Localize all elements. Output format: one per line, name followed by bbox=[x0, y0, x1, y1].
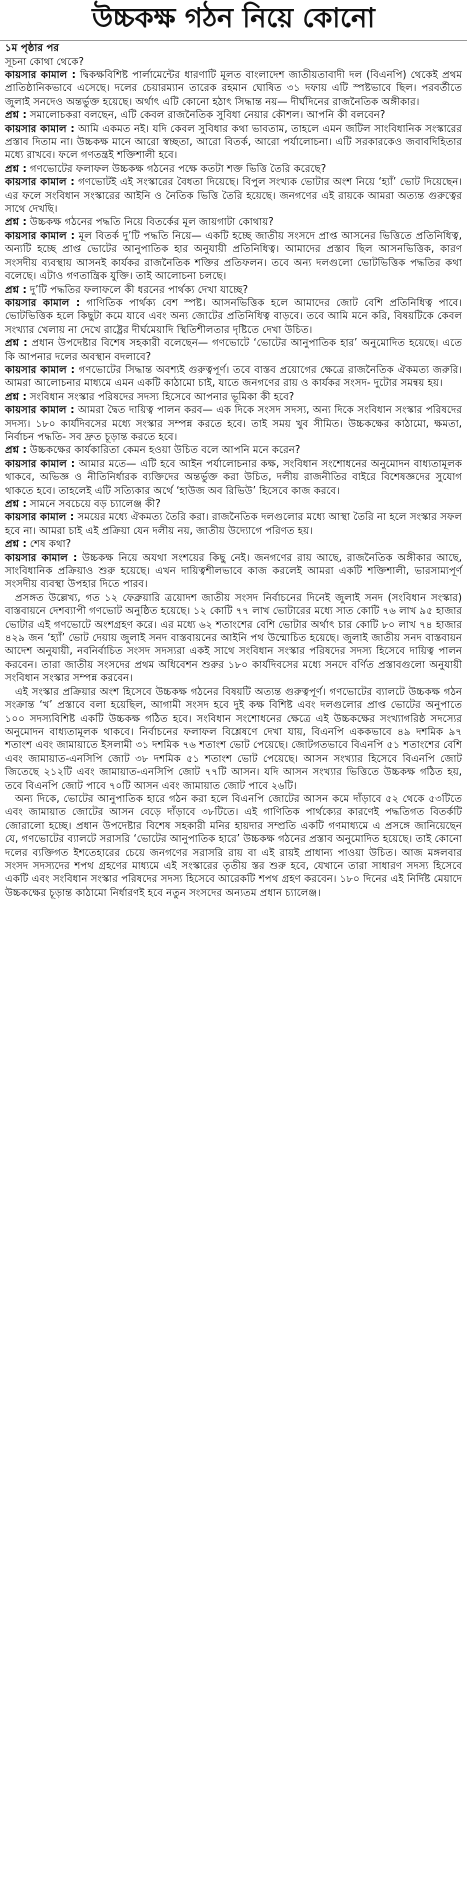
answer-text: আমি একমত নই। যদি কেবল সুবিধার কথা ভাবতাম, তাহলে এমন জটিল সাংবিধানিক সংস্কারের প্রস্তাব দিতাম না। উচ্চকক্ষ মানে আরো স্বচ্ছতা, আরো বিতর্ক, আরো পর্যালোচনা। এটি সরকারকেও জবাবদিহিতার মধ্যে রাখবে। ফলে গণতন্ত্রই শক্তিশালী হবে। bbox=[5, 123, 462, 162]
kicker: সূচনা কোথা থেকে? bbox=[5, 56, 84, 68]
speaker-label: কায়সার কামাল : bbox=[5, 70, 76, 81]
body-paragraph: অন্য দিকে, ভোটের আনুপাতিক হারে গঠন করা হলে বিএনপি জোটের আসন কমে দাঁড়াবে ৫২ থেকে ৫৩টিতে এবং জামায়াত জোটের আসন বেড়ে দাঁড়াবে ৩৮টিতে। এই গাণিতিক পার্থক্যের কারণেই পদ্ধতিগত বিতর্কটি জোরালো হচ্ছে। প্রধান উপদেষ্টার বিশেষ সহকারী মনির হায়দার সম্প্রতি একটি গণমাধ্যমে এ প্রসঙ্গে জানিয়েছেন যে, গণভোটের ব্যালটে সরাসরি ‘ভোটের আনুপাতিক হারে’ উচ্চকক্ষ গঠনের প্রস্তাব অনুমোদিত হয়েছে। তাই কোনো দলের ব্যক্তিগত ইশতেহারের চেয়ে জনগণের সরাসরি রায় বা এই রায়ই প্রাধান্য পাওয়া উচিত। আজ মঙ্গলবার সংসদ সদস্যদের শপথ গ্রহণের মাধ্যমে এই সংস্কারের তৃতীয় স্তর শুরু হবে, যেখানে তারা সাধারণ সদস্য হিসেবে একটি এবং সংবিধান সংস্কার পরিষদের সদস্য হিসেবে আরেকটি শপথ গ্রহণ করবেন। ১৮০ দিনের এই নির্দিষ্ট মেয়াদে উচ্চকক্ষের চূড়ান্ত কাঠামো নির্ধারণই হবে নতুন সংসদের অন্যতম প্রধান চ্যালেঞ্জ। bbox=[5, 793, 462, 899]
continuation-label: ১ম পৃষ্ঠার পর bbox=[5, 43, 59, 54]
question-paragraph bbox=[5, 444, 462, 457]
article-body bbox=[5, 56, 462, 901]
question-text: সংবিধান সংস্কার পরিষদের সদস্য হিসেবে আপনার ভূমিকা কী হবে? bbox=[29, 391, 295, 403]
answer-text: মূল বিতর্ক দু’টি পদ্ধতি নিয়ে— একটি হচ্ছে জাতীয় সংসদে প্রাপ্ত আসনের ভিত্তিতে প্রতিনিধিত্ব, অন্যটি হচ্ছে প্রাপ্ত ভোটের আনুপাতিক হার অনুযায়ী প্রতিনিধিত্ব। আমাদের প্রস্তাব ছিল আসনভিত্তিক, কারণ সংসদীয় ব্যবস্থায় আসনই কার্যকর রাজনৈতিক শক্তির প্রতিফলন। তবে অন্য দলগুলো ভোটভিত্তিক পদ্ধতির কথা বলেছে। এটাও গণতান্ত্রিক যুক্তি। তাই আলোচনা চলছে। bbox=[5, 230, 462, 283]
question-paragraph bbox=[5, 216, 462, 229]
answer-text: দ্বিকক্ষবিশিষ্ট পার্লামেন্টের ধারণাটি মূলত বাংলাদেশ জাতীয়তাবাদী দল (বিএনপি) থেকেই প্রথম প্রাতিষ্ঠানিকভাবে এসেছে। দলের চেয়ারম্যান তারেক রহমান ঘোষিত ৩১ দফায় এটি স্পষ্টভাবে ছিল। পরবর্তীতে জুলাই সনদেও অন্তর্ভুক্ত হয়েছে। অর্থাৎ এটি কোনো হঠাৎ সিদ্ধান্ত নয়— দীর্ঘদিনের রাজনৈতিক অঙ্গীকার। bbox=[5, 70, 463, 108]
question-paragraph bbox=[5, 163, 462, 176]
question-text: গণভোটের ফলাফল উচ্চকক্ষ গঠনের পক্ষে কতটা শক্ত ভিত্তি তৈরি করেছে? bbox=[29, 163, 327, 175]
question-text: উচ্চকক্ষ গঠনের পদ্ধতি নিয়ে বিতর্কের মূল জায়গাটা কোথায়? bbox=[29, 217, 274, 229]
answer-paragraph bbox=[5, 404, 462, 444]
question-paragraph bbox=[5, 391, 462, 404]
question-paragraph bbox=[5, 284, 462, 297]
answer-text: আমরা দ্বৈত দায়িত্ব পালন করব— এক দিকে সংসদ সদস্য, অন্য দিকে সংবিধান সংস্কার পরিষদের সদস্য। ১৮০ কার্যদিবসের মধ্যে সংস্কার সম্পন্ন করতে হবে। তাই সময় খুব সীমিত। উচ্চকক্ষের কাঠামো, ক্ষমতা, নির্বাচন পদ্ধতি- সব দ্রুত চূড়ান্ত করতে হবে। bbox=[5, 405, 462, 443]
body-paragraph: প্রসঙ্গত উল্লেখ্য, গত ১২ ফেব্রুয়ারি ত্রয়োদশ জাতীয় সংসদ নির্বাচনের দিনেই জুলাই সনদ (সংবিধান সংস্কার) বাস্তবায়নে দেশব্যাপী গণভোট অনুষ্ঠিত হয়েছে। ১২ কোটি ৭৭ লাখ ভোটারের মধ্যে সাত কোটি ৭৬ লাখ ৯৫ হাজার ভোটার এই গণভোটে অংশগ্রহণ করে। এর মধ্যে ৬২ শতাংশের বেশি ভোটার অর্থাৎ চার কোটি ৮০ লাখ ৭৪ হাজার ৪২৯ জন ‘হ্যাঁ’ ভোট দেয়ায় জুলাই সনদ বাস্তবায়নের আইনি পথ উন্মোচিত হয়েছে। জুলাই জাতীয় সনদ বাস্তবায়ন আদেশ অনুযায়ী, নবনির্বাচিত সংসদ সদস্যরা একই সাথে সংবিধান সংস্কার পরিষদের সদস্য হিসেবে দায়িত্ব পালন করবেন। তারা জাতীয় সংসদের প্রথম অধিবেশন শুরুর ১৮০ কার্যদিবসের মধ্যে সনদে বর্ণিত প্রস্তাবগুলো অনুযায়ী সংবিধান সংস্কার সম্পন্ন করবেন। bbox=[5, 592, 462, 685]
question-text: দু’টি পদ্ধতির ফলাফলে কী ধরনের পার্থক্য দেখা যাচ্ছে? bbox=[29, 284, 249, 296]
speaker-label: কায়সার কামাল : bbox=[5, 552, 78, 564]
speaker-label: কায়সার কামাল : bbox=[5, 297, 81, 309]
speaker-label: কায়সার কামাল : bbox=[5, 230, 75, 242]
answer-text: গণভোটই এই সংস্কারের বৈধতা দিয়েছে। বিপুল সংখ্যক ভোটার অংশ নিয়ে ‘হ্যাঁ’ ভোট দিয়েছেন। এর ফলে সংবিধান সংস্কারের আইনি ও নৈতিক ভিত্তি তৈরি হয়েছে। জনগণের এই রায়কে আমরা অত্যন্ত গুরুত্বের সাথে দেখছি। bbox=[5, 177, 462, 216]
answer-paragraph bbox=[5, 552, 462, 592]
answer-paragraph bbox=[5, 230, 462, 284]
question-label: প্রশ্ন : bbox=[5, 445, 27, 457]
answer-text: সময়ের মধ্যে ঐকমত্য তৈরি করা। রাজনৈতিক দলগুলোর মধ্যে আস্থা তৈরি না হলে সংস্কার সফল হবে না। আমরা চাই এই প্রক্রিয়া যেন দলীয় নয়, জাতীয় উদ্যোগে পরিণত হয়। bbox=[5, 512, 463, 537]
question-label: প্রশ্ন : bbox=[5, 338, 28, 350]
speaker-label: কায়সার কামাল : bbox=[5, 405, 75, 417]
speaker-label: কায়সার কামাল : bbox=[5, 458, 76, 470]
answer-text: উচ্চকক্ষ নিয়ে অযথা সংশয়ের কিছু নেই। জনগণের রায় আছে, রাজনৈতিক অঙ্গীকার আছে, সাংবিধানিক প্রক্রিয়াও শুরু হয়েছে। এখন দায়িত্বশীলভাবে কাজ করলেই আমরা একটি শক্তিশালী, ভারসাম্যপূর্ণ সংসদীয় ব্যবস্থা উপহার দিতে পারব। bbox=[5, 552, 462, 591]
answer-paragraph bbox=[5, 123, 462, 163]
question-paragraph bbox=[5, 337, 462, 364]
answer-paragraph bbox=[5, 364, 462, 391]
question-label: প্রশ্ন : bbox=[5, 217, 27, 229]
question-text: সমালোচকরা বলছেন, এটি কেবল রাজনৈতিক সুবিধা নেয়ার কৌশল। আপনি কী বলবেন? bbox=[29, 110, 386, 122]
question-label: প্রশ্ন : bbox=[5, 110, 27, 122]
question-label: প্রশ্ন : bbox=[5, 539, 27, 551]
question-label: প্রশ্ন : bbox=[5, 499, 27, 510]
answer-paragraph bbox=[5, 297, 462, 337]
speaker-label: কায়সার কামাল : bbox=[5, 512, 75, 524]
question-paragraph bbox=[5, 538, 462, 551]
speaker-label: কায়সার কামাল : bbox=[5, 177, 75, 189]
answer-paragraph bbox=[5, 176, 462, 216]
question-text: শেষ কথা? bbox=[29, 539, 71, 551]
answer-paragraph bbox=[5, 458, 462, 498]
question-paragraph bbox=[5, 109, 462, 122]
question-text: সামনে সবচেয়ে বড় চ্যালেঞ্জ কী? bbox=[29, 499, 161, 510]
question-label: প্রশ্ন : bbox=[5, 163, 27, 175]
answer-text: আমার মতে— এটি হবে আইন পর্যালোচনার কক্ষ, সংবিধান সংশোধনের অনুমোদন বাধ্যতামূলক থাকবে, অভিজ্ঞ ও নীতিনির্ধারক ব্যক্তিদের অন্তর্ভুক্ত করা উচিত, দলীয় রাজনীতির বাইরে বিশেষজ্ঞদের সুযোগ থাকতে হবে। তাহলেই এটি সত্যিকার অর্থে ‘হাউজ অব রিভিউ’ হিসেবে কাজ করবে। bbox=[5, 458, 462, 497]
question-label: প্রশ্ন : bbox=[5, 284, 27, 296]
question-paragraph bbox=[5, 498, 462, 511]
answer-text: গণভোটের সিদ্ধান্ত অবশ্যই গুরুত্বপূর্ণ। তবে বাস্তব প্রয়োগের ক্ষেত্রে রাজনৈতিক ঐকমত্য জরুরি। আমরা আলোচনার মাধ্যমে এমন একটি কাঠামো চাই, যাতে জনগণের রায় ও কার্যকর সংসদ- দুটোর সমন্বয় হয়। bbox=[5, 364, 462, 390]
speaker-label: কায়সার কামাল : bbox=[5, 364, 75, 376]
body-paragraph: এই সংস্কার প্রক্রিয়ার অংশ হিসেবে উচ্চকক্ষ গঠনের বিষয়টি অত্যন্ত গুরুত্বপূর্ণ। গণভোটের ব্যালটে উচ্চকক্ষ গঠন সংক্রান্ত ‘খ’ প্রস্তাবে বলা হয়েছিল, আগামী সংসদ হবে দুই কক্ষ বিশিষ্ট এবং দলগুলোর প্রাপ্ত ভোটের অনুপাতে ১০০ সদস্যবিশিষ্ট একটি উচ্চকক্ষ গঠিত হবে। সংবিধান সংশোধনের ক্ষেত্রে এই উচ্চকক্ষের সংখ্যাগরিষ্ঠ সদস্যের অনুমোদন বাধ্যতামূলক থাকবে। নির্বাচনের ফলাফল বিশ্লেষণে দেখা যায়, বিএনপি এককভাবে ৪৯ দশমিক ৯৭ শতাংশ এবং জামায়াতে ইসলামী ৩১ দশমিক ৭৬ শতাংশ ভোট পেয়েছে। জোটগতভাবে বিএনপি ৫১ শতাংশের বেশি এবং জামায়াত-এনসিপি জোট ৩৮ দশমিক ৫১ শতাংশ ভোট পেয়েছে। আসন সংখ্যার হিসেবে বিএনপি জোট জিতেছে ২১২টি এবং জামায়াত-এনসিপি জোট ৭৭টি আসন। যদি আসন সংখ্যার ভিত্তিতে উচ্চকক্ষ গঠিত হয়, তবে বিএনপি জোট পাবে ৭০টি আসন এবং জামায়াত জোট পাবে ২৬টি। bbox=[5, 686, 462, 792]
question-text: উচ্চকক্ষের কার্যকারিতা কেমন হওয়া উচিত বলে আপনি মনে করেন? bbox=[29, 445, 301, 457]
question-label: প্রশ্ন : bbox=[5, 391, 27, 403]
answer-paragraph bbox=[5, 511, 462, 538]
speaker-label: কায়সার কামাল : bbox=[5, 123, 75, 135]
answer-text: গাণিতিক পার্থক্য বেশ স্পষ্ট। আসনভিত্তিক হলে আমাদের জোট বেশি প্রতিনিধিত্ব পাবে। ভোটভিত্তিক হলে কিছুটা কমে যাবে এবং অন্য জোটের প্রতিনিধিত্ব বাড়বে। তবে আমি মনে করি, বিষয়টিকে কেবল সংখ্যার খেলায় না দেখে রাষ্ট্রের দীর্ঘমেয়াদি স্থিতিশীলতার দৃষ্টিতে দেখা উচিত। bbox=[5, 297, 462, 336]
article-blocks bbox=[5, 69, 462, 900]
headline: উচ্চকক্ষ গঠন নিয়ে কোনো bbox=[0, 0, 467, 41]
question-text: প্রধান উপদেষ্টার বিশেষ সহকারী বলেছেন— গণভোটে ‘ভোটের আনুপাতিক হার’ অনুমোদিত হয়েছে। এতে কি আপনার দলের অবস্থান বদলাবে? bbox=[5, 338, 462, 363]
answer-paragraph bbox=[5, 69, 462, 109]
